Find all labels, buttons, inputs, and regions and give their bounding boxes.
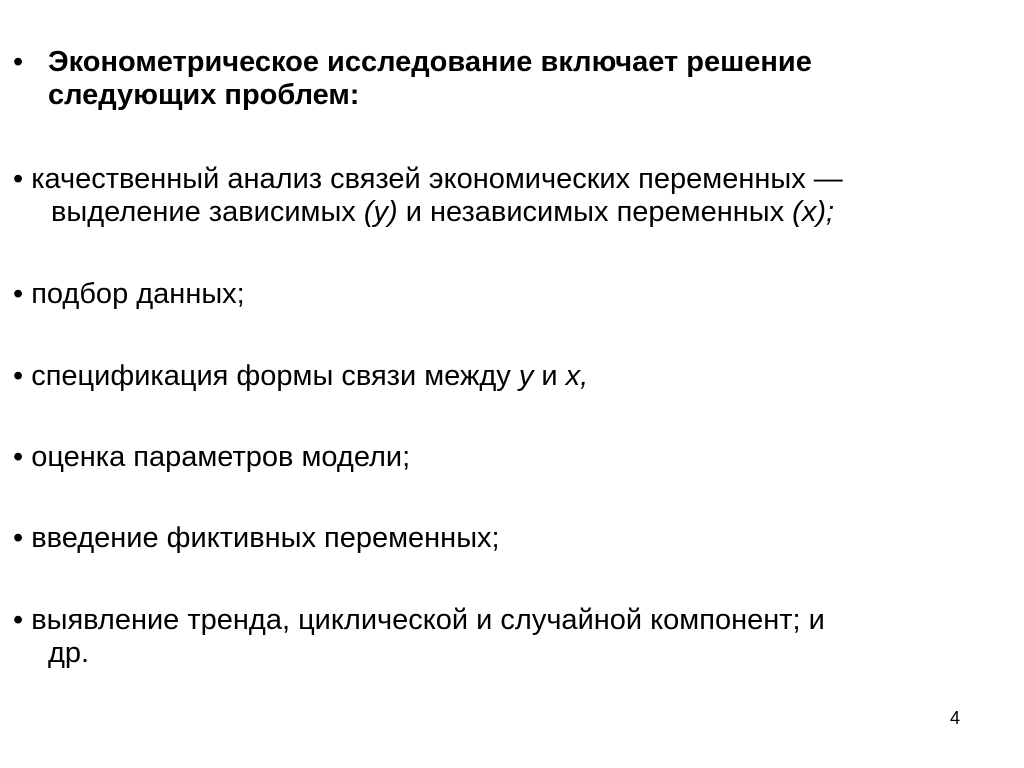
list-item-data-selection [13, 278, 245, 311]
item-1-text: • качественный анализ связей экономических переменных — [13, 163, 843, 195]
list-item-dummy-variables [13, 522, 500, 555]
list-item-qualitative-analysis [13, 163, 843, 196]
item-1-text-cont: выделение зависимых [51, 196, 364, 228]
heading-line-2: следующих проблем: [48, 79, 360, 111]
list-item-parameter-estimation [13, 441, 410, 474]
variable-y: (у) [363, 196, 398, 228]
item-4-text: • оценка параметров модели; [13, 441, 411, 473]
list-item-qualitative-analysis-cont [13, 196, 834, 229]
list-item-trend-detection-cont [0, 637, 89, 670]
slide-heading [48, 46, 1008, 112]
variable-y: у [518, 360, 534, 392]
item-2-text: • подбор данных; [13, 278, 245, 310]
item-6-text-cont: др. [48, 637, 90, 669]
page-number: 4 [950, 708, 961, 728]
heading-line-1: Эконометрическое исследование включает решение [48, 46, 812, 78]
variable-x: х, [565, 360, 589, 392]
item-3-text-mid: и [533, 360, 566, 392]
item-1-text-mid: и независимых переменных [397, 196, 793, 228]
item-3-text: • спецификация формы связи между [13, 360, 519, 392]
list-item-trend-detection [13, 604, 825, 637]
heading-bullet: • [13, 46, 24, 78]
item-5-text: • введение фиктивных переменных; [13, 522, 500, 554]
list-item-specification [13, 360, 588, 393]
variable-x: (х); [792, 196, 835, 228]
item-6-text: • выявление тренда, циклической и случайной компонент; и [13, 604, 825, 636]
